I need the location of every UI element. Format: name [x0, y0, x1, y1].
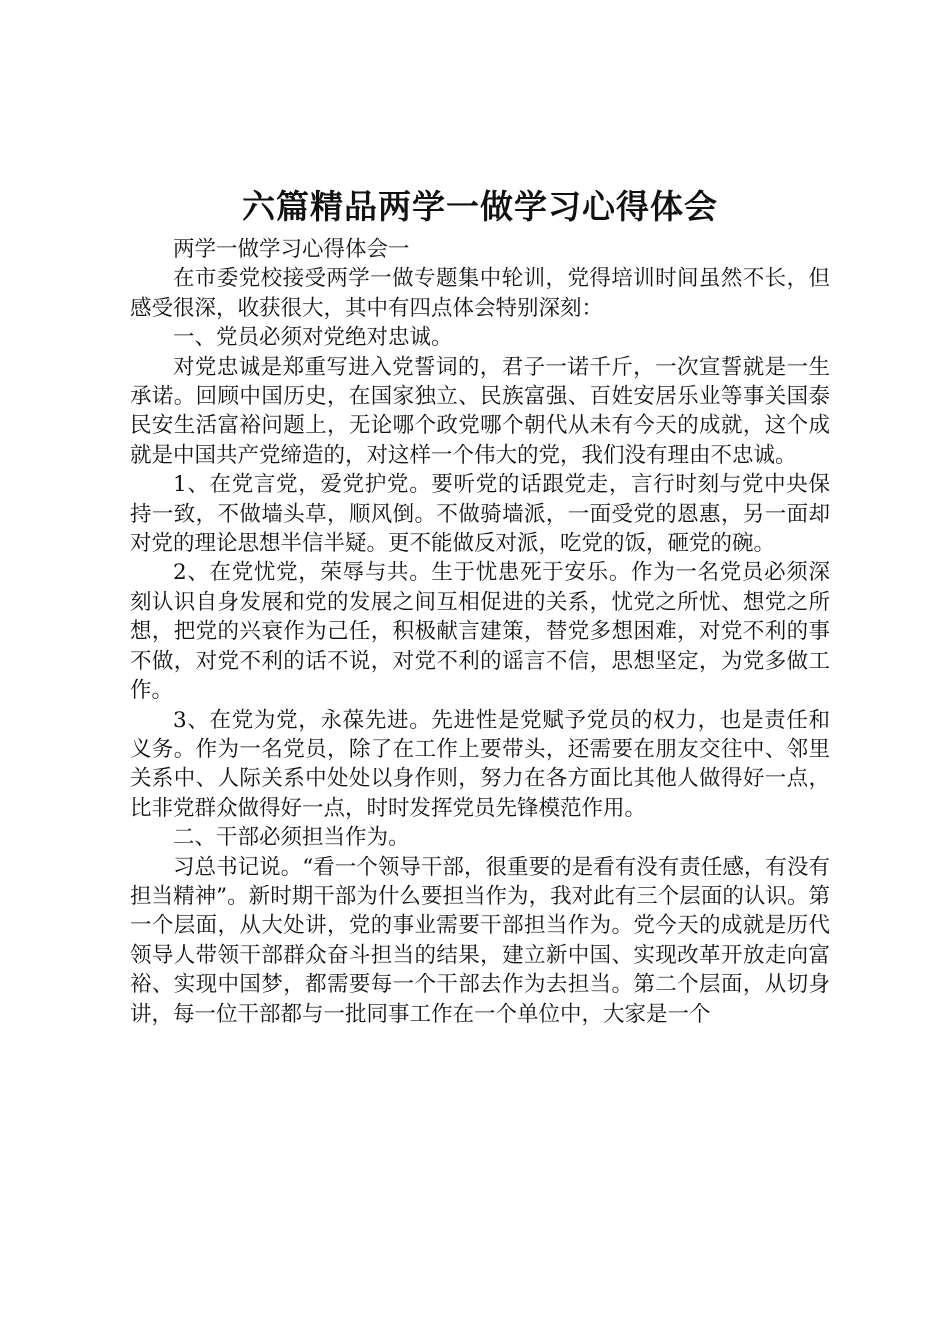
paragraph-intro: 在市委党校接受两学一做专题集中轮训，党得培训时间虽然不长，但感受很深，收获很大，其中有四点体会特别深刻：: [130, 266, 830, 321]
document-page: [130, 185, 830, 1029]
paragraph: 对党忠诚是郑重写进入党誓词的，君子一诺千斤，一次宣誓就是一生承诺。回顾中国历史，在国家独立、民族富强、百姓安居乐业等事关国泰民安生活富裕问题上，无论哪个政党哪个朝代从未有今天的成就，这个成就是中国共产党缔造的，对这样一个伟大的党，我们没有理由不忠诚。: [130, 354, 830, 468]
paragraph-point-2: 2、在党忧党，荣辱与共。生于忧患死于安乐。作为一名党员必须深刻认识自身发展和党的发展之间互相促进的关系，忧党之所忧、想党之所想，把党的兴衰作为己任，积极献言建策，替党多想困难，对党不利的事不做，对党不利的话不说，对党不利的谣言不信，思想坚定，为党多做工作。: [130, 560, 830, 704]
paragraph-point-3: 3、在党为党，永葆先进。先进性是党赋予党员的权力，也是责任和义务。作为一名党员，除了在工作上要带头，还需要在朋友交往中、邻里关系中、人际关系中处处以身作则，努力在各方面比其他人做得好一点，比非党群众做得好一点，时时发挥党员先锋模范作用。: [130, 707, 830, 821]
document-title: 六篇精品两学一做学习心得体会: [242, 187, 718, 226]
paragraph-subtitle: 两学一做学习心得体会一: [173, 237, 410, 262]
document-body: [130, 235, 830, 1029]
paragraph-point-1: 1、在党言党，爱党护党。要听党的话跟党走，言行时刻与党中央保持一致，不做墙头草，顺风倒。不做骑墙派，一面受党的恩惠，另一面却对党的理论思想半信半疑。更不能做反对派，吃党的饭，砸党的碗。: [130, 472, 830, 557]
section-heading-2: 二、干部必须担当作为。: [173, 825, 410, 851]
paragraph: 习总书记说。“看一个领导干部，很重要的是看有没有责任感，有没有担当精神”。新时期干部为什么要担当作为，我对此有三个层面的认识。第一个层面，从大处讲，党的事业需要干部担当作为。党今天的成就是历代领导人带领干部群众奋斗担当的结果，建立新中国、实现改革开放走向富裕、实现中国梦，都需要每一个干部去作为去担当。第二个层面，从切身讲，每一位干部都与一批同事工作在一个单位中，大家是一个: [130, 854, 830, 1027]
section-heading-1: 一、党员必须对党绝对忠诚。: [173, 325, 453, 351]
